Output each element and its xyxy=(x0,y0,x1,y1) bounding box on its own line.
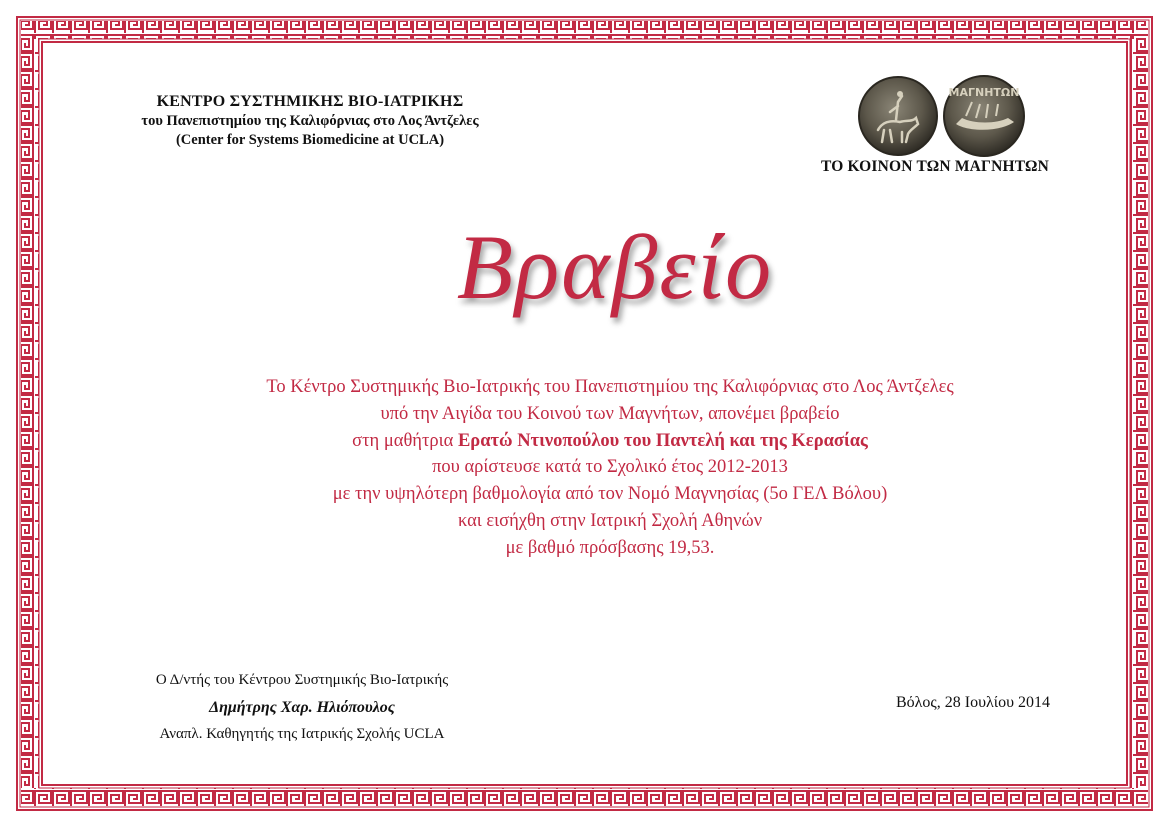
award-text xyxy=(150,374,1070,562)
institution-header xyxy=(90,92,530,150)
issue-date: Βόλος, 28 Ιουλίου 2014 xyxy=(896,694,1050,711)
koinon-caption: ΤΟ ΚΟΙΝΟΝ ΤΩΝ ΜΑΓΝΗΤΩΝ xyxy=(820,158,1050,175)
svg-text:ΜΑΓΝΗΤΩΝ: ΜΑΓΝΗΤΩΝ xyxy=(948,86,1020,99)
signatory-title: Αναπλ. Καθηγητής της Ιατρικής Σχολής UCLA xyxy=(159,726,445,742)
recipient-prefix: στη μαθήτρια xyxy=(352,430,458,451)
award-title: Βραβείο xyxy=(456,216,774,318)
signatory-role: Ο Δ/ντής του Κέντρου Συστημικής Βιο-Ιατρικής xyxy=(155,672,449,688)
signature-block xyxy=(92,667,512,748)
ancient-coins-icon xyxy=(856,72,1028,158)
award-text-line: και εισήχθη στην Ιατρική Σχολή Αθηνών xyxy=(457,510,763,531)
award-text-line: με την υψηλότερη βαθμολογία από τον Νομό Μαγνησίας (5ο ΓΕΛ Βόλου) xyxy=(332,484,888,505)
award-text-line: με βαθμό πρόσβασης 19,53. xyxy=(505,537,715,558)
award-text-line: Το Κέντρο Συστημικής Βιο-Ιατρικής του Πανεπιστημίου της Καλιφόρνιας στο Λος Άντζελες xyxy=(266,377,954,397)
award-text-line: που αρίστευσε κατά το Σχολικό έτος 2012-2013 xyxy=(432,457,788,478)
institution-name-greek: ΚΕΝΤΡΟ ΣΥΣΤΗΜΙΚΗΣ ΒΙΟ-ΙΑΤΡΙΚΗΣ xyxy=(156,93,464,110)
institution-name-english: (Center for Systems Biomedicine at UCLA) xyxy=(175,132,445,148)
recipient-name: Ερατώ Ντινοπούλου του Παντελή και της Κερασίας xyxy=(457,430,868,451)
award-text-line: υπό την Αιγίδα του Κοινού των Μαγνήτων, απονέμει βραβείο xyxy=(380,403,840,424)
university-name-greek: του Πανεπιστημίου της Καλιφόρνιας στο Λος Άντζελες xyxy=(141,113,479,129)
recipient-line xyxy=(150,428,1070,455)
signatory-name: Δημήτρης Χαρ. Ηλιόπουλος xyxy=(209,699,395,716)
